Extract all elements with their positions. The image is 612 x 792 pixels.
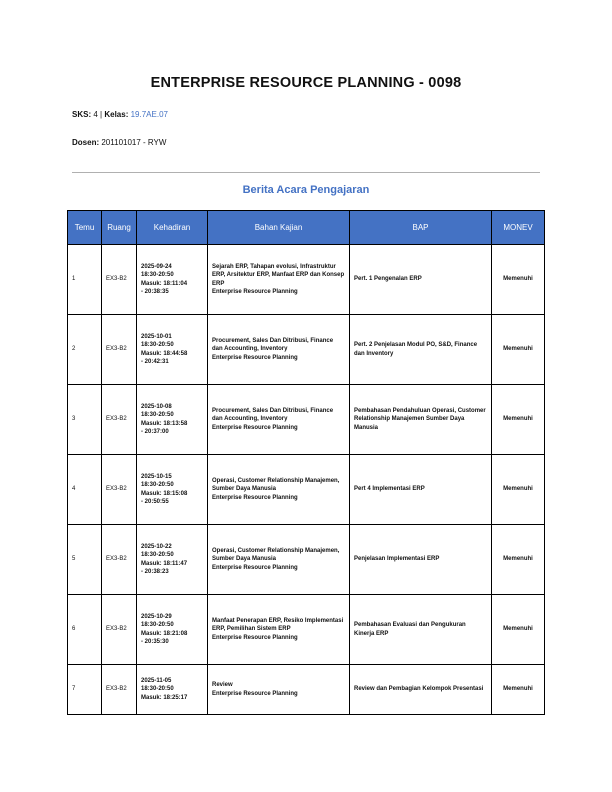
cell-bap [350, 245, 492, 315]
section-title: Berita Acara Pengajaran [242, 184, 370, 196]
cell-ruang: EX3-B2 [102, 245, 137, 315]
cell-monev: Memenuhi [492, 245, 545, 315]
cell-bap [350, 455, 492, 525]
bahan-line: Procurement, Sales Dan Ditribusi, Finance dan Accounting, Inventory [212, 408, 334, 423]
kehadiran-line: 18:30-20:50 [141, 552, 174, 559]
cell-temu: 3 [68, 385, 102, 455]
bahan-line: Review [212, 682, 233, 689]
sks-kelas-line [72, 110, 168, 119]
kehadiran-line: - 20:42:31 [141, 358, 169, 365]
cell-bap [350, 315, 492, 385]
bahan-line: Enterprise Resource Planning [212, 494, 298, 501]
cell-monev: Memenuhi [492, 455, 545, 525]
kehadiran-line: 2025-10-29 [141, 614, 172, 621]
table-row [68, 665, 545, 715]
cell-kehadiran [137, 315, 208, 385]
kehadiran-line: - 20:37:00 [141, 428, 169, 435]
kehadiran-line: 18:30-20:50 [141, 342, 174, 349]
bap-line: Pert 4 Implementasi ERP [354, 486, 425, 493]
divider [72, 172, 540, 173]
document-title: ENTERPRISE RESOURCE PLANNING - 0098 [150, 75, 462, 91]
cell-kehadiran [137, 385, 208, 455]
table-row [68, 595, 545, 665]
kehadiran-line: 2025-11-05 [141, 678, 172, 685]
cell-ruang: EX3-B2 [102, 525, 137, 595]
dosen-line [72, 138, 166, 147]
cell-bap [350, 595, 492, 665]
kehadiran-line: - 20:35:30 [141, 638, 169, 645]
sks-value: 4 [93, 110, 98, 119]
cell-kehadiran [137, 455, 208, 525]
header-kehadiran: Kehadiran [137, 211, 208, 245]
kehadiran-line: 2025-09-24 [141, 264, 172, 271]
table-row [68, 245, 545, 315]
cell-temu: 2 [68, 315, 102, 385]
table-row [68, 455, 545, 525]
kehadiran-line: 18:30-20:50 [141, 686, 174, 693]
bahan-line: Manfaat Penerapan ERP, Resiko Implementasi ERP, Pemilihan Sistem ERP [212, 618, 344, 633]
header-ruang: Ruang [102, 211, 137, 245]
header-monev: MONEV [492, 211, 545, 245]
cell-monev: Memenuhi [492, 665, 545, 715]
cell-monev: Memenuhi [492, 525, 545, 595]
kehadiran-line: Masuk: 18:21:08 [141, 630, 188, 637]
cell-temu: 1 [68, 245, 102, 315]
header-temu: Temu [68, 211, 102, 245]
kelas-value: 19.7AE.07 [130, 110, 168, 119]
kehadiran-line: 18:30-20:50 [141, 622, 174, 629]
sks-label: SKS: [72, 110, 92, 119]
kehadiran-line: 2025-10-15 [141, 474, 172, 481]
cell-kehadiran [137, 245, 208, 315]
kehadiran-line: - 20:38:23 [141, 568, 169, 575]
table-row [68, 525, 545, 595]
attendance-table [67, 210, 545, 715]
cell-bahan-kajian [208, 315, 350, 385]
kehadiran-line: 18:30-20:50 [141, 272, 174, 279]
cell-temu: 7 [68, 665, 102, 715]
bap-line: Pert. 1 Pengenalan ERP [354, 276, 422, 283]
bahan-line: Enterprise Resource Planning [212, 690, 298, 697]
kehadiran-line: 2025-10-22 [141, 544, 172, 551]
bap-line: Pembahasan Evaluasi dan Pengukuran Kinerja ERP [354, 622, 466, 637]
kehadiran-line: Masuk: 18:13:58 [141, 420, 188, 427]
cell-ruang: EX3-B2 [102, 315, 137, 385]
kehadiran-line: 18:30-20:50 [141, 412, 174, 419]
dosen-label: Dosen: [72, 138, 100, 147]
bahan-line: Operasi, Customer Relationship Manajemen, Sumber Daya Manusia [212, 478, 340, 493]
header-bap: BAP [350, 211, 492, 245]
cell-bap [350, 525, 492, 595]
bahan-line: Operasi, Customer Relationship Manajemen, Sumber Daya Manusia [212, 548, 340, 563]
cell-ruang: EX3-B2 [102, 455, 137, 525]
kehadiran-line: Masuk: 18:11:47 [141, 560, 188, 567]
cell-temu: 6 [68, 595, 102, 665]
kehadiran-line: Masuk: 18:25:17 [141, 694, 188, 701]
cell-bahan-kajian [208, 245, 350, 315]
bap-line: Pembahasan Pendahuluan Operasi, Customer Relationship Manajemen Sumber Daya Manusia [354, 408, 486, 431]
kehadiran-line: - 20:50:55 [141, 498, 169, 505]
bahan-line: Enterprise Resource Planning [212, 354, 298, 361]
cell-ruang: EX3-B2 [102, 665, 137, 715]
bahan-line: Sejarah ERP, Tahapan evolusi, Infrastruktur ERP, Arsitektur ERP, Manfaat ERP dan Konsep ERP [212, 264, 345, 287]
cell-bahan-kajian [208, 665, 350, 715]
bahan-line: Enterprise Resource Planning [212, 634, 298, 641]
cell-bap [350, 665, 492, 715]
cell-kehadiran [137, 665, 208, 715]
kehadiran-line: 2025-10-01 [141, 334, 172, 341]
cell-bahan-kajian [208, 595, 350, 665]
bap-line: Penjelasan Implementasi ERP [354, 556, 440, 563]
cell-temu: 5 [68, 525, 102, 595]
kehadiran-line: Masuk: 18:44:58 [141, 350, 188, 357]
cell-temu: 4 [68, 455, 102, 525]
table-row [68, 315, 545, 385]
kehadiran-line: Masuk: 18:15:08 [141, 490, 188, 497]
cell-ruang: EX3-B2 [102, 595, 137, 665]
cell-ruang: EX3-B2 [102, 385, 137, 455]
bap-line: Review dan Pembagian Kelompok Presentasi [354, 686, 484, 693]
kehadiran-line: Masuk: 18:11:04 [141, 280, 188, 287]
kelas-label: Kelas: [104, 110, 129, 119]
bap-line: Pert. 2 Penjelasan Modul PO, S&D, Finance dan Inventory [354, 342, 478, 357]
cell-monev: Memenuhi [492, 595, 545, 665]
cell-kehadiran [137, 525, 208, 595]
header-bahan-kajian: Bahan Kajian [208, 211, 350, 245]
kehadiran-line: 2025-10-08 [141, 404, 172, 411]
cell-bahan-kajian [208, 455, 350, 525]
cell-monev: Memenuhi [492, 385, 545, 455]
table-row [68, 385, 545, 455]
bahan-line: Enterprise Resource Planning [212, 564, 298, 571]
dosen-value: 201101017 - RYW [101, 138, 167, 147]
kehadiran-line: - 20:38:35 [141, 288, 169, 295]
cell-monev: Memenuhi [492, 315, 545, 385]
bahan-line: Procurement, Sales Dan Ditribusi, Finance dan Accounting, Inventory [212, 338, 334, 353]
meta-separator: | [100, 110, 103, 119]
table-header-row [68, 211, 545, 245]
cell-kehadiran [137, 595, 208, 665]
cell-bahan-kajian [208, 385, 350, 455]
bahan-line: Enterprise Resource Planning [212, 424, 298, 431]
bahan-line: Enterprise Resource Planning [212, 288, 298, 295]
kehadiran-line: 18:30-20:50 [141, 482, 174, 489]
cell-bahan-kajian [208, 525, 350, 595]
cell-bap [350, 385, 492, 455]
